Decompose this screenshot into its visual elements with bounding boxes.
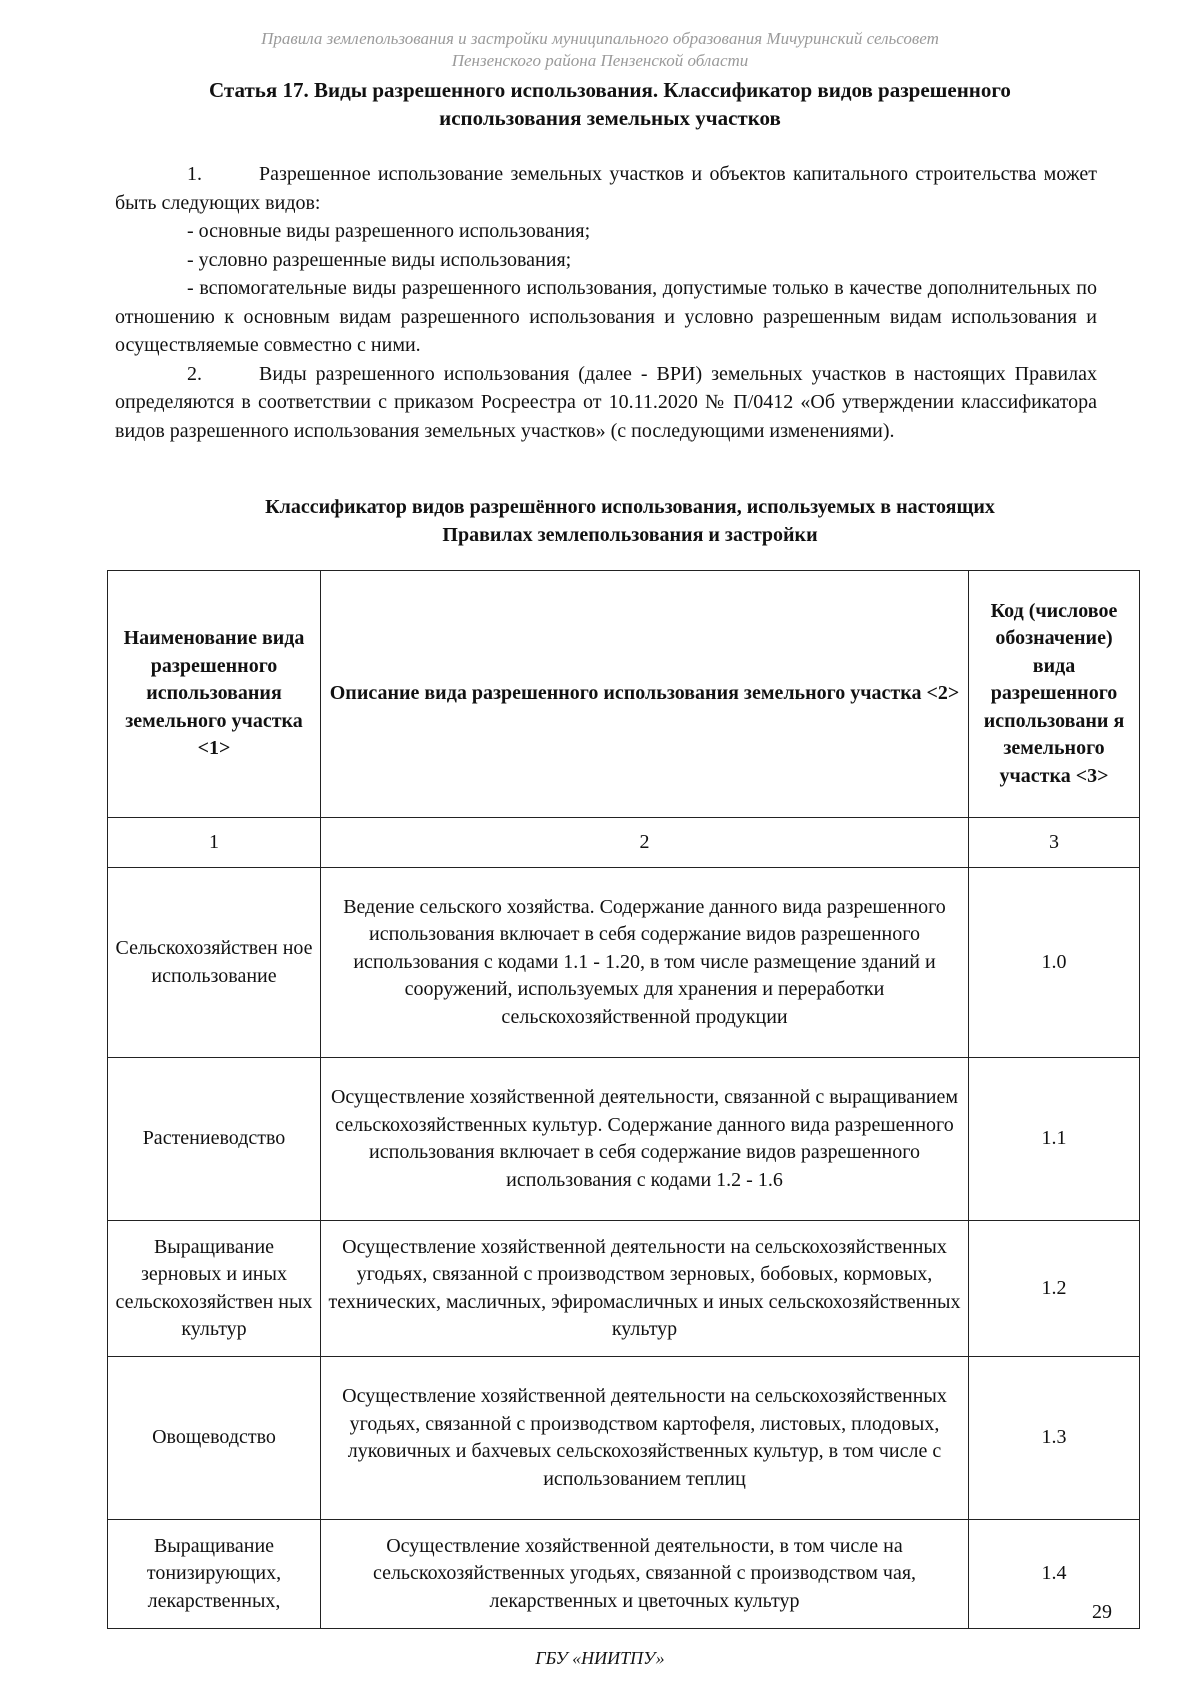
vri-name: Растениеводство bbox=[108, 1058, 321, 1221]
vri-name: Сельскохозяйствен ное использование bbox=[108, 868, 321, 1058]
header-description: Описание вида разрешенного использования земельного участка <2> bbox=[321, 571, 969, 818]
column-number-row bbox=[108, 818, 1140, 868]
paragraph-1-number: 1. bbox=[187, 163, 202, 185]
running-header-line2: Пензенского района Пензенской области bbox=[451, 51, 749, 70]
vri-description: Осуществление хозяйственной деятельности на сельскохозяйственных угодьях, связанной с производством картофеля, листовых, плодовых, луковичных и бахчевых сельскохозяйственных культур, в том числе с использованием теплиц bbox=[321, 1357, 969, 1520]
paragraph-1 bbox=[115, 160, 1097, 217]
article-title-line2: использования земельных участков bbox=[439, 106, 781, 130]
table-header-row bbox=[108, 571, 1140, 818]
list-item-auxiliary-types: - вспомогательные виды разрешенного использования, допустимые только в качестве дополнительных по отношению к основным видам разрешенного использования и условно разрешенным видам использования и осуществляемые совместно с ними. bbox=[115, 277, 1097, 356]
article-title-line1: Статья 17. Виды разрешенного использования. Классификатор видов разрешенного bbox=[209, 78, 1011, 102]
vri-name: Выращивание зерновых и иных сельскохозяйствен ных культур bbox=[108, 1221, 321, 1357]
vri-code: 1.4 bbox=[969, 1520, 1140, 1629]
table-row bbox=[108, 868, 1140, 1058]
article-body bbox=[115, 160, 1097, 445]
vri-description: Ведение сельского хозяйства. Содержание данного вида разрешенного использования включает в себя содержание видов разрешенного использования с кодами 1.1 - 1.20, в том числе размещение зданий и сооружений, используемых для хранения и переработки сельскохозяйственной продукции bbox=[321, 868, 969, 1058]
classifier-title bbox=[170, 493, 1090, 549]
table-row bbox=[108, 1520, 1140, 1629]
paragraph-1-text: Разрешенное использование земельных участков и объектов капитального строительства может быть следующих видов: bbox=[115, 163, 1097, 214]
article-title bbox=[130, 76, 1090, 132]
column-number: 1 bbox=[108, 818, 321, 868]
classifier-title-line1: Классификатор видов разрешённого использования, используемых в настоящих bbox=[265, 496, 995, 518]
footer-organization: ГБУ «НИИТПУ» bbox=[535, 1648, 665, 1668]
running-header-line1: Правила землепользования и застройки муниципального образования Мичуринский сельсовет bbox=[261, 29, 939, 48]
vri-description: Осуществление хозяйственной деятельности, связанной с выращиванием сельскохозяйственных культур. Содержание данного вида разрешенного использования включает в себя содержание видов разрешенного использования с кодами 1.2 - 1.6 bbox=[321, 1058, 969, 1221]
classifier-title-line2: Правилах землепользования и застройки bbox=[442, 524, 818, 546]
paragraph-2-text: Виды разрешенного использования (далее - ВРИ) земельных участков в настоящих Правилах определяются в соответствии с приказом Росреестра от 10.11.2020 № П/0412 «Об утверждении классификатора видов разрешенного использования земельных участков» (с последующими изменениями). bbox=[115, 362, 1097, 442]
column-number: 3 bbox=[969, 818, 1140, 868]
list-item-main-types: - основные виды разрешенного использования; bbox=[187, 220, 591, 242]
table-row bbox=[108, 1357, 1140, 1520]
classifier-table bbox=[107, 570, 1140, 1629]
vri-code: 1.0 bbox=[969, 868, 1140, 1058]
column-number: 2 bbox=[321, 818, 969, 868]
vri-code: 1.3 bbox=[969, 1357, 1140, 1520]
list-item-conditional-types: - условно разрешенные виды использования; bbox=[187, 248, 572, 271]
page-number: 29 bbox=[1092, 1601, 1112, 1623]
vri-name: Овощеводство bbox=[108, 1357, 321, 1520]
table-row bbox=[108, 1058, 1140, 1221]
header-name: Наименование вида разрешенного использования земельного участка <1> bbox=[108, 571, 321, 818]
vri-description: Осуществление хозяйственной деятельности на сельскохозяйственных угодьях, связанной с производством зерновых, бобовых, кормовых, технических, масличных, эфиромасличных и иных сельскохозяйственных культур bbox=[321, 1221, 969, 1357]
header-code: Код (числовое обозначение) вида разрешенного использовани я земельного участка <3> bbox=[969, 571, 1140, 818]
paragraph-2-number: 2. bbox=[187, 362, 202, 385]
table-row bbox=[108, 1221, 1140, 1357]
paragraph-2 bbox=[115, 360, 1097, 446]
vri-name: Выращивание тонизирующих, лекарственных, bbox=[108, 1520, 321, 1629]
vri-code: 1.2 bbox=[969, 1221, 1140, 1357]
running-header bbox=[0, 28, 1200, 72]
vri-description: Осуществление хозяйственной деятельности, в том числе на сельскохозяйственных угодьях, связанной с производством чая, лекарственных и цветочных культур bbox=[321, 1520, 969, 1629]
vri-code: 1.1 bbox=[969, 1058, 1140, 1221]
